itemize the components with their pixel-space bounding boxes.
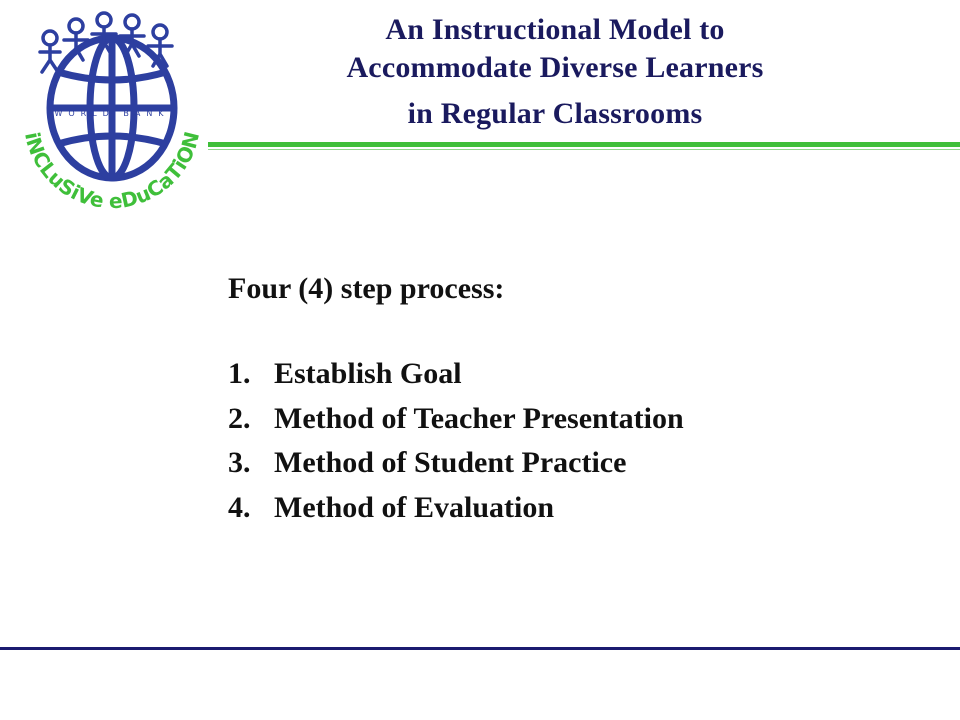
step-label: Establish Goal <box>274 357 462 390</box>
slide-title-line-2: Accommodate Diverse Learners <box>346 51 764 84</box>
logo-ring-text: iNCLuSiVe eDuCaTiON <box>20 129 205 214</box>
slide-title-line-1: An Instructional Model to <box>385 13 725 46</box>
step-number: 1. <box>228 357 251 390</box>
list-item <box>228 492 684 537</box>
logo-globe-text: WORLD BANK <box>54 109 170 118</box>
steps-list <box>228 358 684 536</box>
step-number: 2. <box>228 401 251 435</box>
list-item <box>228 358 684 403</box>
step-number: 4. <box>228 490 251 524</box>
slide-title-line-3: in Regular Classrooms <box>407 97 703 130</box>
inclusive-education-logo <box>14 8 210 214</box>
process-heading: Four (4) step process: <box>228 272 505 305</box>
step-label: Method of Evaluation <box>274 490 555 524</box>
list-item <box>228 447 684 492</box>
step-number: 3. <box>228 446 251 479</box>
step-label: Method of Student Practice <box>274 446 627 479</box>
title-divider <box>208 142 960 147</box>
footer-divider <box>0 647 960 650</box>
list-item <box>228 403 684 448</box>
step-label: Method of Teacher Presentation <box>274 401 684 435</box>
title-divider-shadow <box>208 149 960 150</box>
